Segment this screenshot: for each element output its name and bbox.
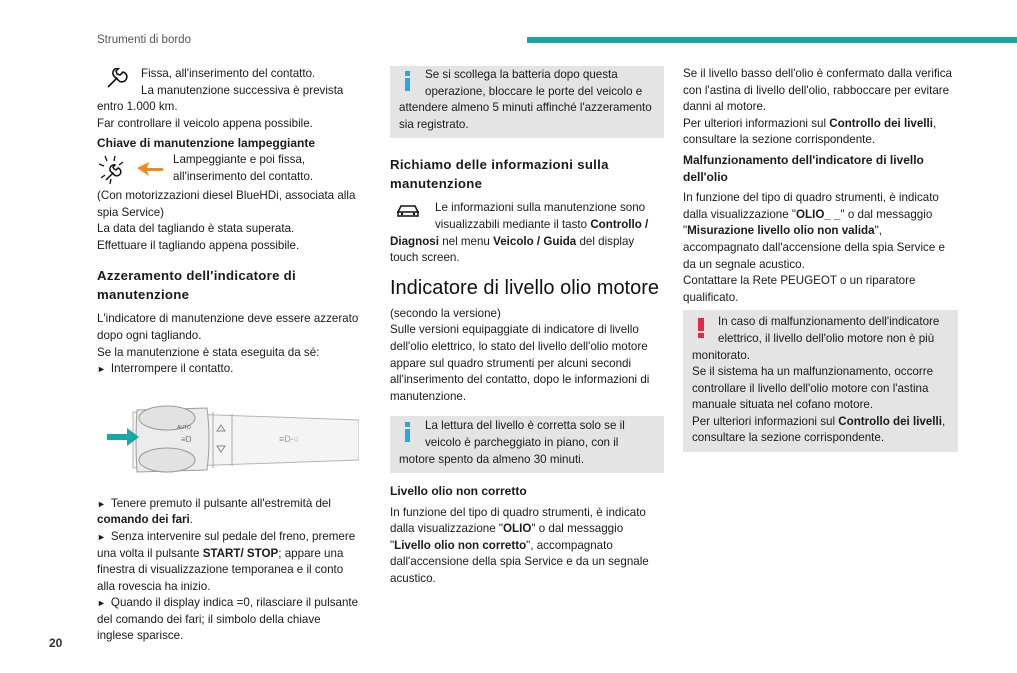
malfunction-text-start: In funzione del tipo di quadro strumenti, è indicato dalla visualizzazione " — [683, 191, 939, 221]
oil-intro: Sulle versioni equipaggiate di indicatore di livello dell'olio elettrico, lo stato del livello dell'olio motore appare sul quadro strumenti per alcuni secondi all'inserimento del contatto, dopo le informazioni di manutenzione. — [390, 323, 650, 403]
step-3-end: ; appare una finestra di visualizzazione temporanea e il conto alla rovescia ha inizio. — [97, 546, 344, 593]
recall-block — [390, 200, 664, 266]
triangle-bullet-icon: ► — [97, 598, 106, 609]
info-icon — [399, 67, 425, 93]
stalk-auto-label: AUTO — [177, 424, 191, 431]
incorrect-level-text — [390, 505, 664, 588]
reading-note: La lettura del livello è corretta solo se il veicolo è parcheggiato in piano, con il motore spento da almeno 30 minuti. — [399, 419, 625, 466]
warning-more-start: Per ulteriori informazioni sul — [692, 414, 839, 428]
wrench-line-3: entro 1.000 km. — [97, 100, 178, 114]
recall-heading: Richiamo delle informazioni sulla manutenzione — [390, 157, 609, 192]
step-1-text: Interrompere il contatto. — [110, 362, 234, 376]
headlight-control-term: comando dei fari — [97, 513, 190, 527]
step-4-text: Quando il display indica =0, rilasciare il pulsante del comando dei fari; il simbolo della chiave inglese sparisce. — [97, 596, 359, 643]
flashing-line-2: all'inserimento del contatto. — [173, 169, 314, 183]
recall-text-start: Le informazioni sulla manutenzione sono visualizzabili mediante il tasto — [435, 201, 646, 231]
more-info-text — [683, 116, 958, 149]
wrench-block — [97, 66, 359, 132]
triangle-bullet-icon: ► — [97, 498, 106, 509]
recall-text-end: del display touch screen. — [390, 234, 635, 265]
warning-text-1: In caso di malfunzionamento dell'indicatore elettrico, il livello dell'olio motore non è più monitorato. — [692, 315, 940, 362]
page-number: 20 — [49, 636, 63, 650]
incorrect-message-term: Livello olio non corretto — [394, 538, 527, 552]
header-accent-bar — [527, 37, 1017, 43]
flashing-block — [97, 152, 359, 254]
column-1 — [97, 66, 359, 645]
reset-self: Se la manutenzione è stata eseguita da sé: — [97, 345, 320, 359]
incorrect-text-end: ", accompagnato dall'accensione della spia Service e da un segnale acustico. — [390, 538, 649, 586]
triangle-bullet-icon: ► — [97, 531, 106, 542]
section-title: Strumenti di bordo — [97, 34, 191, 46]
step-3-text: Senza intervenire sul pedale del freno, premere una volta il pulsante — [97, 529, 356, 560]
svg-text:≡D: ≡D — [181, 434, 192, 444]
step-2 — [97, 496, 359, 529]
warning-more-end: , consultare la sezione corrispondente. — [692, 414, 946, 445]
olio-term: OLIO — [503, 522, 532, 536]
oil-level-title: Indicatore di livello olio motore — [390, 276, 660, 299]
column-2 — [390, 66, 664, 588]
step-1 — [97, 361, 359, 378]
battery-note: Se si scollega la batteria dopo questa operazione, bloccare le porte del veicolo e attendere almeno 5 minuti affinché l'azzeramento sia registrato. — [399, 68, 652, 131]
bluehdi-note: (Con motorizzazioni diesel BlueHDi, associata alla spia Service) — [97, 188, 356, 219]
lighting-stalk-illustration — [97, 390, 359, 482]
olio-dash-term: OLIO_ _ — [796, 207, 841, 221]
warning-box — [683, 310, 958, 452]
recall-text-mid: nel menu — [438, 234, 494, 248]
malfunction-text-end: ", accompagnato dall'accensione della spia Service e da un segnale acustico. — [683, 224, 945, 271]
car-icon — [395, 203, 429, 221]
flashing-line-1: Lampeggiante e poi fissa, — [173, 152, 306, 166]
warning-more-info — [692, 414, 949, 447]
low-level-confirmed: Se il livello basso dell'olio è confermato dalla verifica con l'astina di livello dell'olio, rabboccare per evitare danni al motore. — [683, 67, 953, 114]
wrench-line-1: Fissa, all'inserimento del contatto. — [141, 67, 316, 80]
column-3 — [683, 66, 958, 452]
invalid-measure-term: Misurazione livello olio non valida — [687, 224, 875, 238]
vehicle-drive-term: Veicolo / Guida — [493, 234, 577, 248]
check-soon-text: Far controllare il veicolo appena possibile. — [97, 116, 313, 130]
step-4 — [97, 595, 359, 645]
malfunction-text-mid: " o dal messaggio " — [683, 207, 933, 238]
step-2-text: Tenere premuto il pulsante all'estremità del — [110, 496, 331, 510]
more-info-end: , consultare la sezione corrispondente. — [683, 116, 937, 147]
warning-text-2: Se il sistema ha un malfunzionamento, occorre controllare il livello dell'olio motore con l'astina manuale situata nel cofano motore. — [692, 365, 934, 412]
triangle-bullet-icon: ► — [97, 364, 106, 375]
malfunction-heading: Malfunzionamento dell'indicatore di livello dell'olio — [683, 152, 924, 184]
reset-intro: L'indicatore di manutenzione deve essere azzerato dopo ogni tagliando. — [97, 312, 359, 342]
incorrect-level-heading: Livello olio non corretto — [390, 484, 527, 499]
info-icon — [399, 418, 425, 444]
level-check-term: Controllo dei livelli — [829, 116, 933, 130]
reading-info-box — [390, 416, 664, 473]
start-stop-term: START/ STOP — [202, 546, 279, 560]
incorrect-text-mid: " o dal messaggio " — [390, 522, 624, 552]
battery-info-box — [390, 66, 664, 138]
step-2-end: . — [189, 513, 194, 527]
version-note: (secondo la versione) — [390, 306, 501, 320]
control-diagnosis-term: Controllo / Diagnosi — [390, 217, 649, 248]
flashing-key-heading: Chiave di manutenzione lampeggiante — [97, 136, 316, 151]
service-asap-text: Effettuare il tagliando appena possibile. — [97, 238, 300, 252]
flashing-wrench-icon — [97, 154, 167, 188]
incorrect-text-start: In funzione del tipo di quadro strumenti, è indicato dalla visualizzazione " — [390, 505, 646, 536]
step-3 — [97, 529, 359, 595]
warning-level-check-term: Controllo dei livelli — [838, 414, 942, 428]
contact-dealer-text: Contattare la Rete PEUGEOT o un riparatore qualificato. — [683, 274, 916, 304]
recall-text — [390, 200, 664, 266]
reset-heading: Azzeramento dell'indicatore di manutenzione — [97, 268, 296, 303]
svg-text:≡D-○: ≡D-○ — [279, 433, 300, 444]
malfunction-text — [683, 190, 958, 273]
wrench-icon — [105, 68, 135, 90]
wrench-line-2: La manutenzione successiva è prevista — [141, 83, 344, 97]
more-info-start: Per ulteriori informazioni sul — [683, 116, 830, 130]
warning-icon — [692, 314, 718, 340]
service-passed-text: La data del tagliando è stata superata. — [97, 222, 295, 236]
